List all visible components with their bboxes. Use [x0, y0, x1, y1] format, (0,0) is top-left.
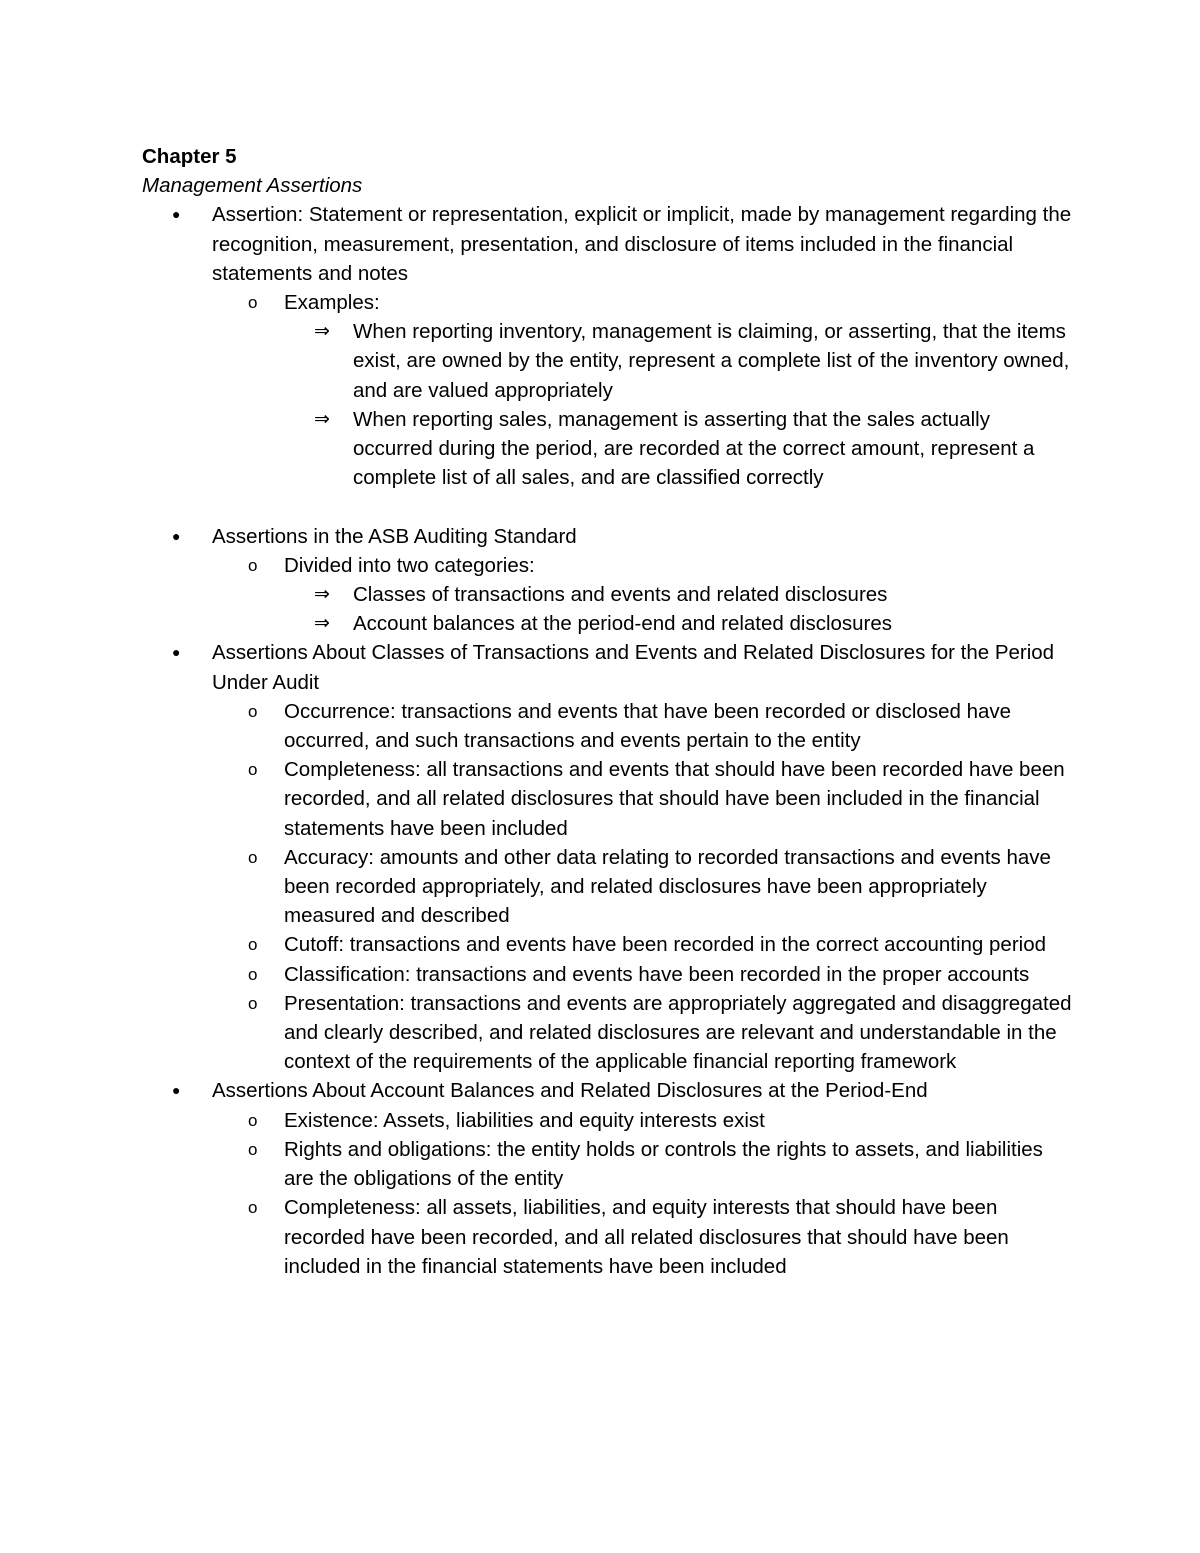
circle-bullet-icon: o	[248, 847, 258, 867]
circle-bullet-icon: o	[248, 701, 258, 721]
assertion-item-completeness-balances	[142, 1193, 1072, 1281]
circle-bullet-icon: o	[248, 293, 258, 313]
example-item-sales	[142, 405, 1072, 493]
bullet-icon: ●	[172, 206, 181, 223]
category-item	[142, 580, 1072, 609]
bullet-icon: ●	[172, 1082, 181, 1099]
circle-bullet-icon: o	[248, 1198, 258, 1218]
category-text: Account balances at the period-end and related disclosures	[353, 612, 893, 636]
bullet-text: Assertion: Statement or representation, explicit or implicit, made by management regarding the recognition, measurement, presentation, and disclosure of items included in the financial statements and notes	[212, 203, 1072, 285]
circle-bullet-icon: o	[248, 1110, 258, 1130]
assertion-text: Rights and obligations: the entity holds or controls the rights to assets, and liabilities are the obligations of the entity	[284, 1137, 1043, 1191]
arrow-bullet-icon: ⇒	[314, 584, 330, 606]
assertion-text: Existence: Assets, liabilities and equity interests exist	[284, 1108, 765, 1132]
circle-bullet-icon: o	[248, 1139, 258, 1159]
assertion-text: Completeness: all transactions and events that should have been recorded have been recorded, and all related disclosures that should have been included in the financial statements have been included	[284, 758, 1065, 840]
category-item	[142, 609, 1072, 638]
sub-item-text: Examples:	[284, 291, 380, 315]
assertion-item-rights-obligations	[142, 1135, 1072, 1193]
blank-line	[142, 492, 1072, 521]
circle-bullet-icon: o	[248, 760, 258, 780]
bullet-text: Assertions in the ASB Auditing Standard	[212, 524, 577, 548]
arrow-bullet-icon: ⇒	[314, 321, 330, 343]
bullet-item-assertion-definition	[142, 200, 1072, 288]
assertion-item-presentation	[142, 989, 1072, 1077]
bullet-icon: ●	[172, 527, 181, 544]
sub-item-text: Divided into two categories:	[284, 553, 535, 577]
assertion-item-occurrence	[142, 697, 1072, 755]
example-item-inventory	[142, 317, 1072, 405]
bullet-item-balance-assertions	[142, 1076, 1072, 1105]
assertion-item-classification	[142, 960, 1072, 989]
chapter-title: Chapter 5	[142, 145, 237, 168]
section-subtitle: Management Assertions	[142, 174, 363, 198]
bullet-item-asb-standard	[142, 522, 1072, 551]
sub-item-categories	[142, 551, 1072, 580]
circle-bullet-icon: o	[248, 964, 258, 984]
assertion-text: Cutoff: transactions and events have been recorded in the correct accounting period	[284, 933, 1047, 957]
assertion-text: Occurrence: transactions and events that have been recorded or disclosed have occurred, and such transactions and events pertain to the entity	[284, 699, 1012, 753]
assertion-item-cutoff	[142, 930, 1072, 959]
bullet-item-transaction-assertions	[142, 638, 1072, 696]
circle-bullet-icon: o	[248, 993, 258, 1013]
category-text: Classes of transactions and events and related disclosures	[353, 583, 888, 607]
document-page	[142, 142, 1072, 1281]
bullet-icon: ●	[172, 644, 181, 661]
arrow-bullet-icon: ⇒	[314, 613, 330, 635]
example-text: When reporting sales, management is asserting that the sales actually occurred during the period, are recorded at the correct amount, represent a complete list of all sales, and are classified correctly	[353, 407, 1035, 490]
circle-bullet-icon: o	[248, 935, 258, 955]
assertion-text: Presentation: transactions and events are appropriately aggregated and disaggregated and clearly described, and related disclosures are relevant and understandable in the context of the requirements of the applicable financial reporting framework	[284, 991, 1072, 1074]
circle-bullet-icon: o	[248, 555, 258, 575]
assertion-text: Classification: transactions and events have been recorded in the proper accounts	[284, 962, 1030, 986]
assertion-text: Accuracy: amounts and other data relating to recorded transactions and events have been recorded appropriately, and related disclosures have been appropriately measured and described	[284, 845, 1051, 928]
example-text: When reporting inventory, management is claiming, or asserting, that the items exist, are owned by the entity, represent a complete list of the inventory owned, and are valued appropriately	[353, 320, 1070, 402]
bullet-text: Assertions About Classes of Transactions and Events and Related Disclosures for the Period Under Audit	[212, 641, 1055, 694]
bullet-text: Assertions About Account Balances and Related Disclosures at the Period-End	[212, 1079, 928, 1103]
assertion-item-completeness	[142, 755, 1072, 843]
assertion-item-accuracy	[142, 843, 1072, 931]
arrow-bullet-icon: ⇒	[314, 408, 330, 430]
sub-item-examples	[142, 288, 1072, 317]
assertion-item-existence	[142, 1106, 1072, 1135]
assertion-text: Completeness: all assets, liabilities, and equity interests that should have been recorded have been recorded, and all related disclosures that should have been included in the financial statements have been included	[284, 1196, 1009, 1278]
